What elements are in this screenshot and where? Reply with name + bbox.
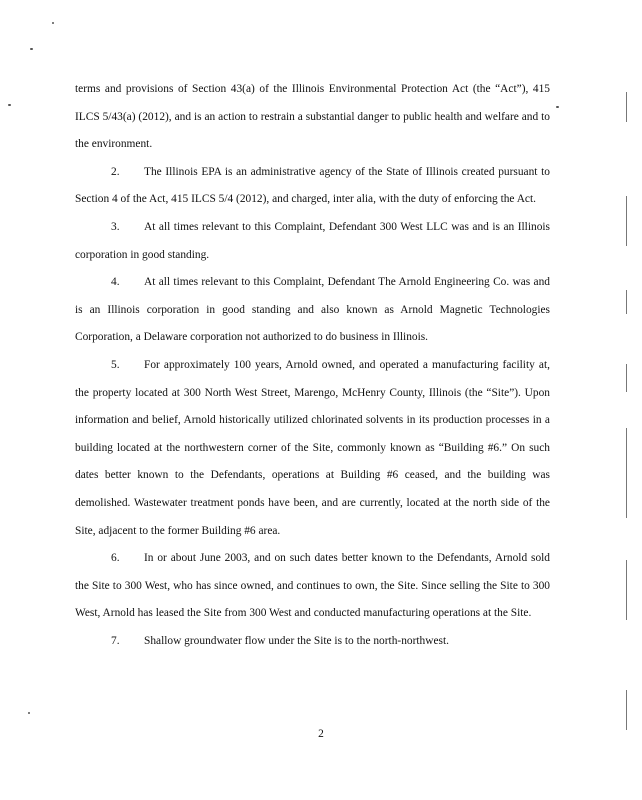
scan-edge-line xyxy=(626,560,627,620)
scan-speck xyxy=(30,48,33,50)
paragraph-text: Shallow groundwater flow under the Site is to the north-northwest. xyxy=(144,634,449,647)
paragraph-text: At all times relevant to this Complaint, Defendant The Arnold Engineering Co. was and is an Illinois corporation in good standing and also known as Arnold Magnetic Technologies Corporation, a Delaware corporation not authorized to do business in Illinois. xyxy=(75,276,550,344)
paragraph-text: In or about June 2003, and on such dates better known to the Defendants, Arnold sold the Site to 300 West, who has since owned, and continues to own, the Site. Since selling the Site to 300 West, Arnold has leased the Site from 300 West and conducted manufacturing operations at the Site. xyxy=(75,552,550,620)
scan-speck xyxy=(8,104,11,106)
paragraph-number: 4. xyxy=(111,276,120,289)
page-number: 2 xyxy=(318,728,324,740)
paragraph-number: 2. xyxy=(111,165,120,178)
paragraph-3 xyxy=(75,214,550,269)
paragraph-text: For approximately 100 years, Arnold owned, and operated a manufacturing facility at, the property located at 300 North West Street, Marengo, McHenry County, Illinois (the “Site”). Upon information and belief, Arnold historically utilized chlorinated solvents in its production processes in a building located at the northwestern corner of the Site, commonly known as “Building #6.” On such dates better known to the Defendants, operations at Building #6 ceased, and the building was demolished. Wastewater treatment ponds have been, and are currently, located at the north side of the Site, adjacent to the former Building #6 area. xyxy=(75,358,550,537)
scan-edge-line xyxy=(626,196,627,246)
body-text xyxy=(75,76,550,655)
paragraph-number: 5. xyxy=(111,358,120,371)
paragraph-continued: terms and provisions of Section 43(a) of the Illinois Environmental Protection Act (the “Act”), 415 ILCS 5/43(a) (2012), and is an action to restrain a substantial danger to public health and welfare and to the environment. xyxy=(75,83,550,151)
paragraph-number: 3. xyxy=(111,220,120,233)
paragraph-text: At all times relevant to this Complaint, Defendant 300 West LLC was and is an Illinois corporation in good standing. xyxy=(75,220,550,261)
paragraph-number: 6. xyxy=(111,552,120,565)
scan-edge-line xyxy=(626,290,627,314)
scan-edge-line xyxy=(626,428,627,518)
scan-edge-line xyxy=(626,690,627,730)
scan-speck xyxy=(52,22,54,24)
paragraph-2 xyxy=(75,159,550,214)
paragraph-7 xyxy=(75,628,550,656)
paragraph-4 xyxy=(75,269,550,352)
paragraph-text: The Illinois EPA is an administrative agency of the State of Illinois created pursuant to Section 4 of the Act, 415 ILCS 5/4 (2012), and charged, inter alia, with the duty of enforcing the Act. xyxy=(75,165,550,206)
paragraph-5 xyxy=(75,352,550,545)
scan-speck xyxy=(28,712,30,714)
scan-edge-line xyxy=(626,92,627,122)
paragraph-number: 7. xyxy=(111,634,120,647)
paragraph-6 xyxy=(75,545,550,628)
scan-edge-line xyxy=(626,364,627,392)
scan-speck xyxy=(556,106,559,108)
